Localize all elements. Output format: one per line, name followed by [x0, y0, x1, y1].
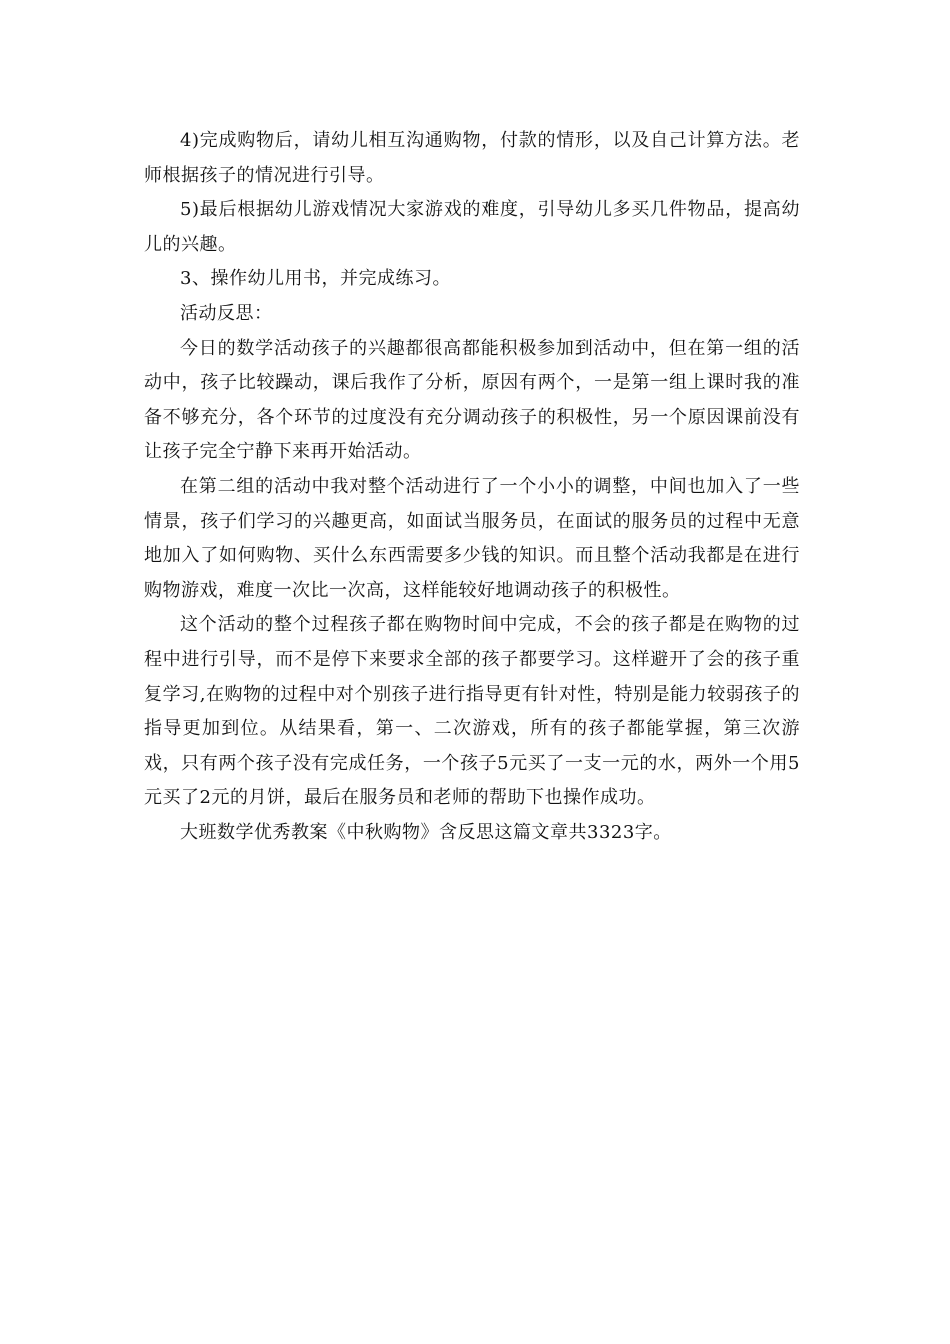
paragraph-reflection-2: 在第二组的活动中我对整个活动进行了一个小小的调整，中间也加入了一些情景，孩子们学习的兴趣更高，如面试当服务员，在面试的服务员的过程中无意地加入了如何购物、买什么东西需要多少钱的知识。而且整个活动我都是在进行购物游戏，难度一次比一次高，这样能较好地调动孩子的积极性。	[144, 475, 800, 601]
paragraph-closing-note: 大班数学优秀教案《中秋购物》含反思这篇文章共3323字。	[180, 821, 672, 843]
paragraph-step-5: 5)最后根据幼儿游戏情况大家游戏的难度，引导幼儿多买几件物品，提高幼儿的兴趣。	[144, 199, 800, 255]
paragraph-reflection-1: 今日的数学活动孩子的兴趣都很高都能积极参加到活动中，但在第一组的活动中，孩子比较躁动，课后我作了分析，原因有两个，一是第一组上课时我的准备不够充分，各个环节的过度没有充分调动孩子的积极性，另一个原因课前没有让孩子完全宁静下来再开始活动。	[144, 337, 800, 463]
paragraph-step-4: 4)完成购物后，请幼儿相互沟通购物，付款的情形，以及自己计算方法。老师根据孩子的情况进行引导。	[144, 130, 800, 186]
paragraph-reflection-3: 这个活动的整个过程孩子都在购物时间中完成，不会的孩子都是在购物的过程中进行引导，而不是停下来要求全部的孩子都要学习。这样避开了会的孩子重复学习,在购物的过程中对个别孩子进行指导更有针对性，特别是能力较弱孩子的指导更加到位。从结果看，第一、二次游戏，所有的孩子都能掌握，第三次游戏，只有两个孩子没有完成任务，一个孩子5元买了一支一元的水，两外一个用5元买了2元的月饼，最后在服务员和老师的帮助下也操作成功。	[144, 614, 800, 809]
section-heading-reflection: 活动反思：	[180, 302, 273, 324]
paragraph-step-3-workbook: 3、操作幼儿用书，并完成练习。	[180, 268, 451, 290]
document-body	[144, 124, 800, 850]
